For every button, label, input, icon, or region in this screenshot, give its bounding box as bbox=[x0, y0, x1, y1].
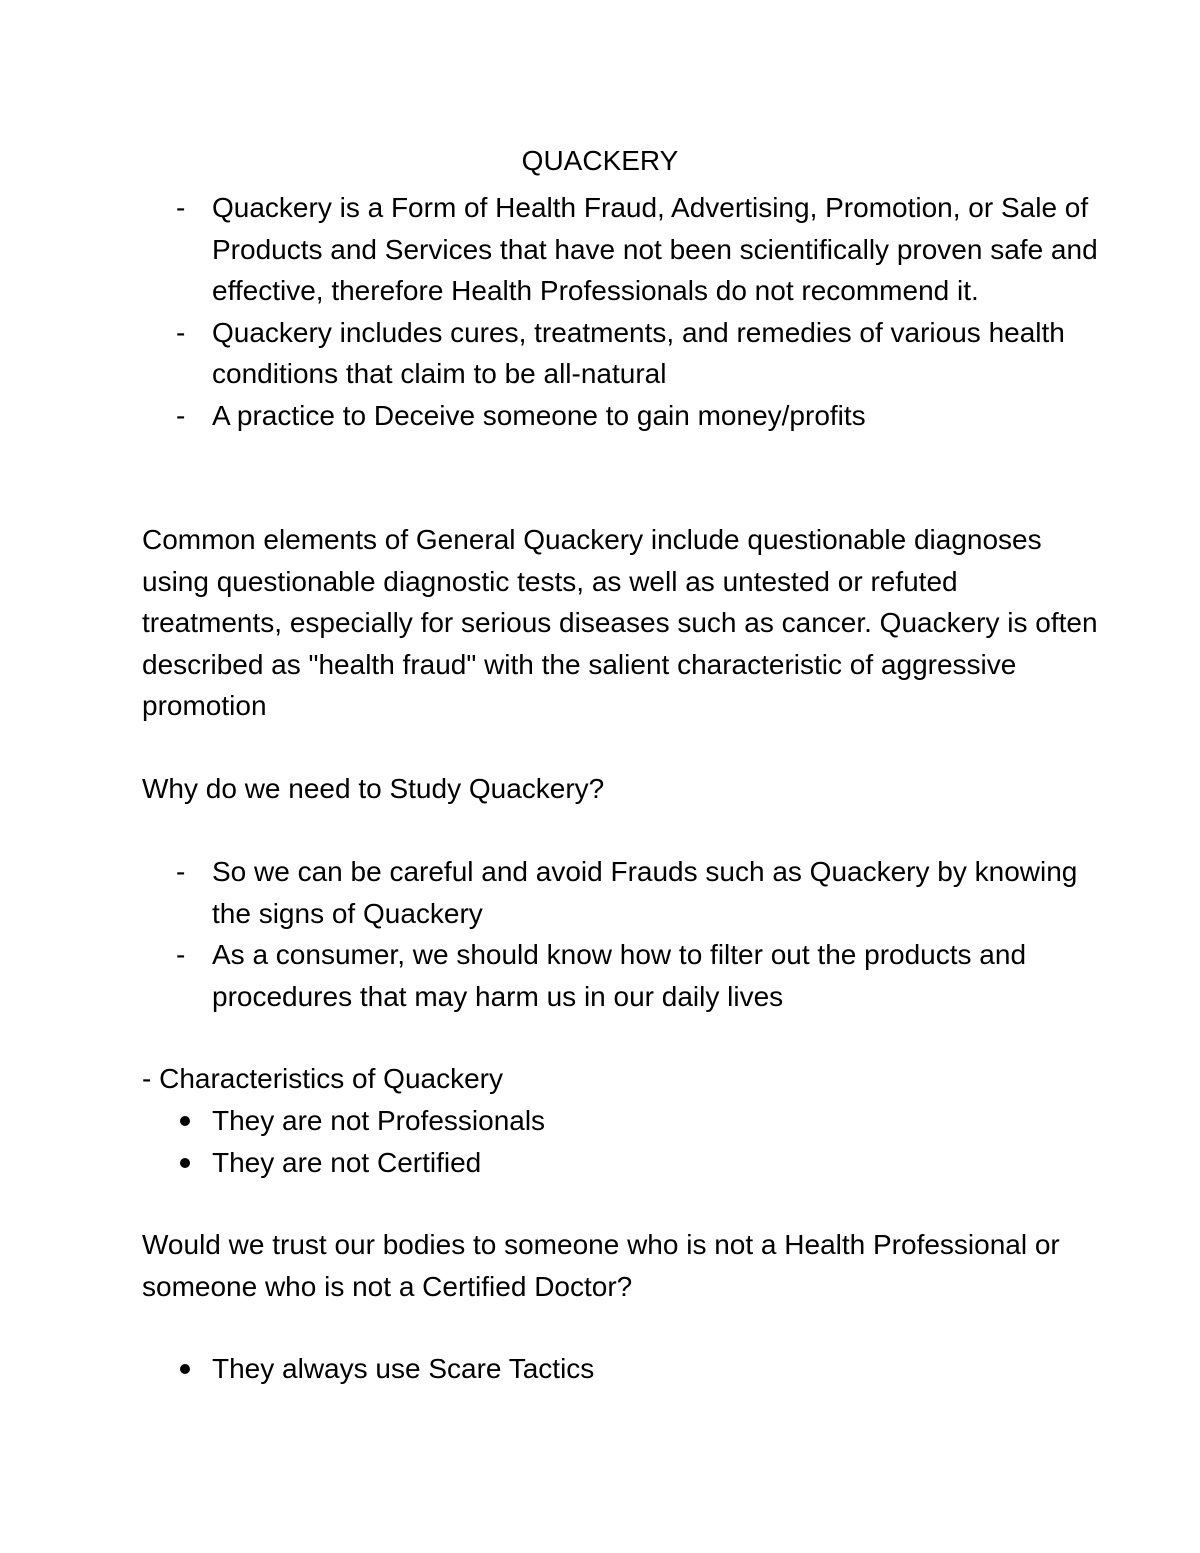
bullet-dot-icon bbox=[180, 1116, 190, 1126]
intro-list bbox=[142, 187, 1102, 436]
paragraph-common-elements: Common elements of General Quackery include questionable diagnoses using questionable diagnostic tests, as well as untested or refuted treatments, especially for serious diseases such as cancer. Quackery is often described as "health fraud" with the salient characteristic of aggressive promotion bbox=[142, 524, 1098, 721]
list-item bbox=[142, 312, 1102, 395]
question-why-study: Why do we need to Study Quackery? bbox=[142, 773, 605, 804]
list-item bbox=[142, 851, 1102, 934]
list-item-text: So we can be careful and avoid Frauds such as Quackery by knowing the signs of Quackery bbox=[212, 856, 1078, 929]
dash-marker: - bbox=[176, 856, 186, 887]
dash-marker: - bbox=[176, 399, 186, 431]
list-item bbox=[142, 187, 1102, 312]
dash-marker: - bbox=[176, 316, 186, 348]
list-item-text: They are not Certified bbox=[212, 1146, 482, 1178]
bullet-dot-icon bbox=[180, 1364, 190, 1374]
list-item-text: They are not Professionals bbox=[212, 1105, 546, 1136]
list-item-text: Quackery includes cures, treatments, and remedies of various health conditions that claim to be all-natural bbox=[212, 316, 1065, 389]
list-item bbox=[142, 395, 1102, 437]
characteristics-heading: - Characteristics of Quackery bbox=[142, 1063, 503, 1094]
bullet-dot-icon bbox=[180, 1158, 190, 1168]
characteristics-list bbox=[142, 1100, 1102, 1183]
list-item-text: A practice to Deceive someone to gain money/profits bbox=[212, 399, 866, 431]
list-item bbox=[142, 1142, 1102, 1184]
dash-marker: - bbox=[176, 939, 186, 970]
list-item-text: As a consumer, we should know how to filter out the products and procedures that may harm us in our daily lives bbox=[212, 939, 1027, 1012]
list-item-text: Quackery is a Form of Health Fraud, Advertising, Promotion, or Sale of Products and Services that have not been scientifically proven safe and effective, therefore Health Professionals do not recommend it. bbox=[212, 192, 1098, 306]
tactics-list bbox=[142, 1348, 1102, 1390]
question-trust: Would we trust our bodies to someone who is not a Health Professional or someone who is not a Certified Doctor? bbox=[142, 1229, 1060, 1302]
dash-marker: - bbox=[176, 192, 186, 223]
page-title: QUACKERY bbox=[521, 145, 679, 176]
list-item-text: They always use Scare Tactics bbox=[212, 1353, 595, 1384]
why-list bbox=[142, 851, 1102, 1017]
list-item bbox=[142, 1100, 1102, 1142]
list-item bbox=[142, 1348, 1102, 1390]
list-item bbox=[142, 934, 1102, 1017]
